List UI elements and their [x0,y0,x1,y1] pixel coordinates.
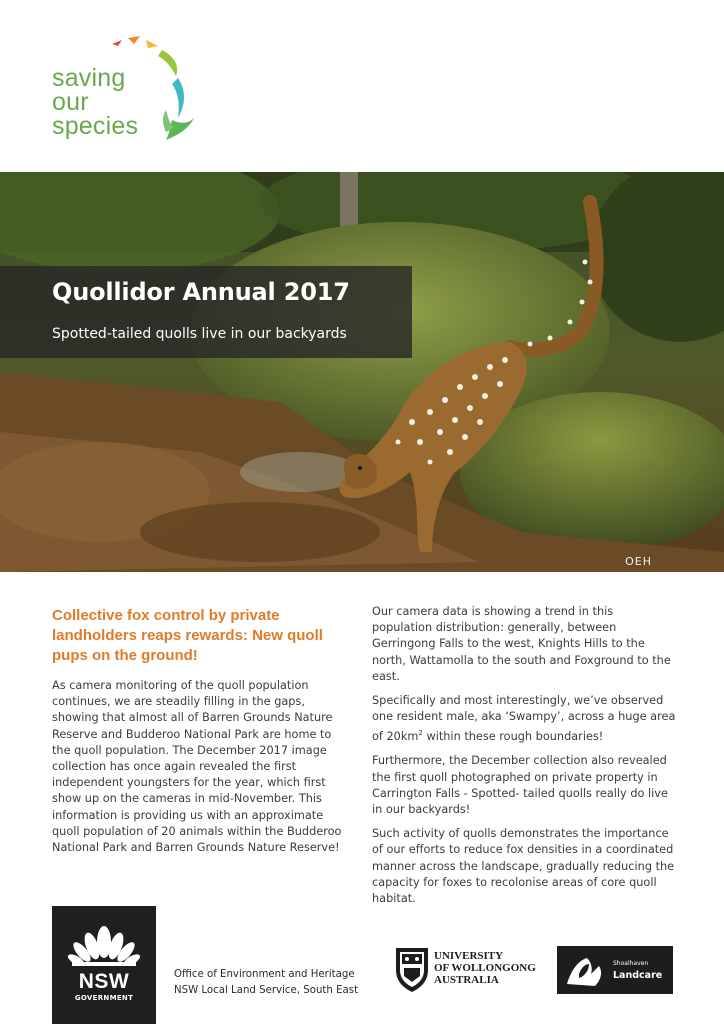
government-wordmark: GOVERNMENT [74,994,134,1002]
right-paragraph-3: Furthermore, the December collection also revealed the first quoll photographed on private property in Carrington Falls - Spotted- tailed quolls really do live in our backyards! [372,754,668,816]
area-superscript: 2 [418,729,423,738]
uow-line-3: AUSTRALIA [434,974,499,986]
uow-logo [392,946,552,996]
hero-title-banner [0,266,412,358]
logo-wordmark [52,66,138,138]
saving-our-species-logo [50,32,210,147]
right-paragraph-4: Such activity of quolls demonstrates the importance of our efforts to reduce fox densities in a coordinated manner across the landscape, gradually reducing the capacity for foxes to recolonise areas of core quoll habitat. [372,827,675,906]
nsw-government-logo [52,906,156,1024]
article-heading: Collective fox control by private landholders reaps rewards: New quoll pups on the ground! [52,607,323,664]
right-column [372,604,676,915]
left-column [52,606,352,864]
logo-line-species: species [52,112,139,140]
page-subtitle: Spotted-tailed quolls live in our backyards [52,326,347,342]
uow-crest-icon [392,946,432,994]
uow-line-2: OF WOLLONGONG [434,962,536,974]
uow-line-1: UNIVERSITY [434,950,504,962]
landcare-region: Shoalhaven [613,960,649,967]
office-line-1: Office of Environment and Heritage [174,969,355,980]
photo-credit: OEH [625,555,652,568]
hero-photo [0,172,724,572]
landcare-wordmark: Landcare [613,970,663,981]
logo-line-saving: saving [52,64,126,92]
logo-line-our: our [52,88,89,116]
nsw-wordmark: NSW [78,970,130,993]
quoll-photo [0,172,724,572]
landcare-hands-icon [561,946,611,994]
shoalhaven-landcare-logo [557,946,673,994]
uow-wordmark [434,950,536,986]
page-title: Quollidor Annual 2017 [52,278,350,306]
right-paragraph-2-text: Specifically and most interestingly, we’ve observed one resident male, aka ‘Swampy’, across a huge area of 20km [372,694,676,744]
right-paragraph-2-end: within these rough boundaries! [422,730,604,744]
office-line-2: NSW Local Land Service, South East [174,985,359,996]
waratah-icon [52,906,156,970]
right-paragraph-2 [372,693,676,745]
right-paragraph-1: Our camera data is showing a trend in this population distribution: generally, between Gerringong Falls to the west, Knights Hills to the north, Wattamolla to the south and Foxground to the east. [372,605,671,683]
left-body-paragraph: As camera monitoring of the quoll population continues, we are steadily filling in the gaps, showing that almost all of Barren Grounds Nature Reserve and Budderoo National Park are home to the quoll population. The December 2017 image collection has once again revealed the first independent youngsters for the year, which first show up on the cameras in mid-November. This information is providing us with an approximate quoll population of 20 animals within the Budderoo National Park and Barren Grounds Nature Reserve! [52,679,342,855]
office-credit [174,967,358,999]
